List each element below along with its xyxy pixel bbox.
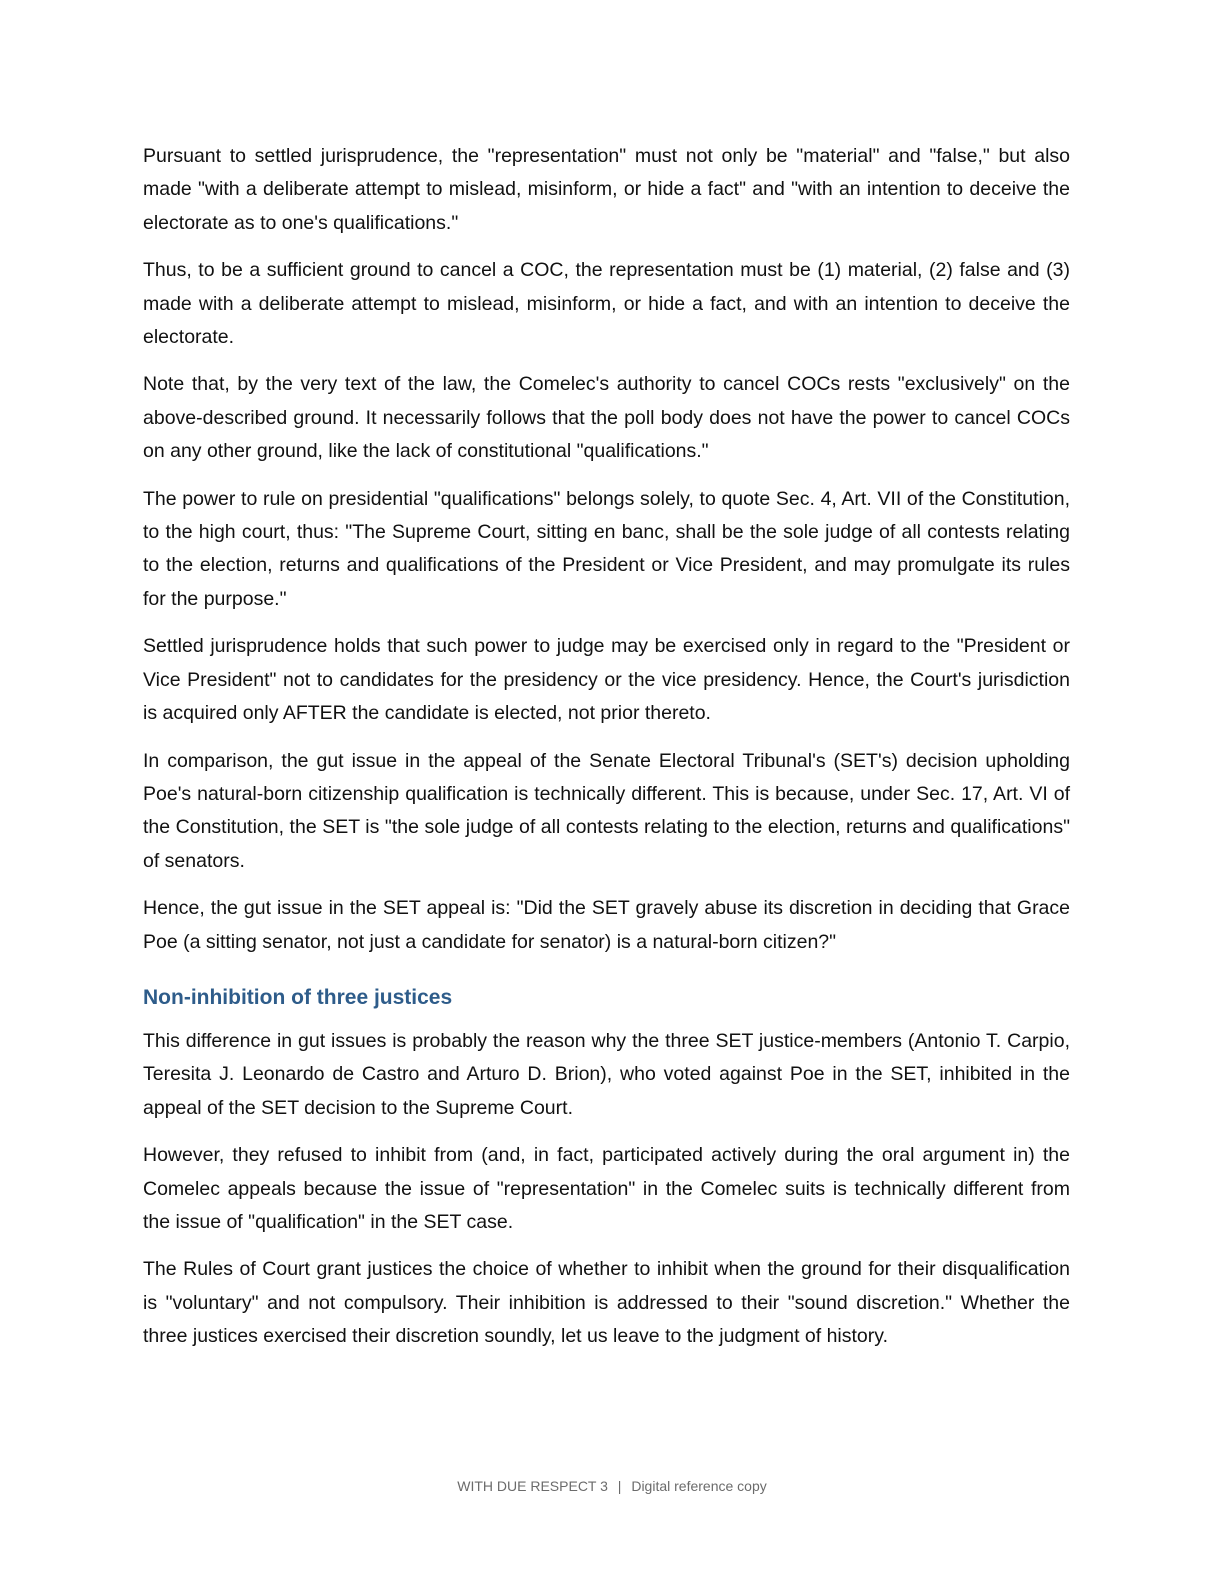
- paragraph-10: The Rules of Court grant justices the choice of whether to inhibit when the ground for their disqualification is "voluntary" and not compulsory. Their inhibition is addressed to their "sound discretion." Whether the three justices exercised their discretion soundly, let us leave to the judgment of history.: [143, 1258, 1070, 1348]
- paragraph-9: However, they refused to inhibit from (and, in fact, participated actively during the oral argument in) the Comelec appeals because the issue of "representation" in the Comelec suits is technically different from the issue of "qualification" in the SET case.: [143, 1144, 1070, 1233]
- paragraph-4: The power to rule on presidential "qualifications" belongs solely, to quote Sec. 4, Art. VII of the Constitution, to the high court, thus: "The Supreme Court, sitting en banc, shall be the sole judge of all contests relating to the election, returns and qualifications of the President or Vice President, and may promulgate its rules for the purpose.": [143, 487, 1070, 610]
- paragraph-2: Thus, to be a sufficient ground to cancel a COC, the representation must be (1) material, (2) false and (3) made with a deliberate attempt to mislead, misinform, or hide a fact, and with an intention to deceive the electorate.: [143, 259, 1070, 349]
- footer-separator: |: [617, 1478, 622, 1494]
- footer-title: WITH DUE RESPECT 3: [457, 1478, 608, 1494]
- paragraph-3: Note that, by the very text of the law, the Comelec's authority to cancel COCs rests "exclusively" on the above-described ground. It necessarily follows that the poll body does not have the power to cancel COCs on any other ground, like the lack of constitutional "qualifications.": [143, 373, 1070, 463]
- paragraph-1: Pursuant to settled jurisprudence, the "representation" must not only be "material" and "false," but also made "with a deliberate attempt to mislead, misinform, or hide a fact" and "with an intention to deceive the electorate as to one's qualifications.": [143, 145, 1070, 234]
- paragraph-8: This difference in gut issues is probably the reason why the three SET justice-members (Antonio T. Carpio, Teresita J. Leonardo de Castro and Arturo D. Brion), who voted against Poe in the SET, inhibited in the appeal of the SET decision to the Supreme Court.: [143, 1029, 1070, 1119]
- paragraph-7: Hence, the gut issue in the SET appeal is: "Did the SET gravely abuse its discretion in deciding that Grace Poe (a sitting senator, not just a candidate for senator) is a natural-born citizen?": [143, 897, 1070, 953]
- paragraph-5: Settled jurisprudence holds that such power to judge may be exercised only in regard to the "President or Vice President" not to candidates for the presidency or the vice presidency. Hence, the Court's jurisdiction is acquired only AFTER the candidate is elected, not prior thereto.: [143, 635, 1070, 725]
- document-body: [143, 140, 1070, 1368]
- page-footer: [0, 1478, 1224, 1494]
- footer-note: Digital reference copy: [631, 1478, 767, 1494]
- section-heading: Non-inhibition of three justices: [143, 985, 453, 1009]
- paragraph-6: In comparison, the gut issue in the appeal of the Senate Electoral Tribunal's (SET's) decision upholding Poe's natural-born citizenship qualification is technically different. This is because, under Sec. 17, Art. VI of the Constitution, the SET is "the sole judge of all contests relating to the election, returns and qualifications" of senators.: [143, 749, 1070, 872]
